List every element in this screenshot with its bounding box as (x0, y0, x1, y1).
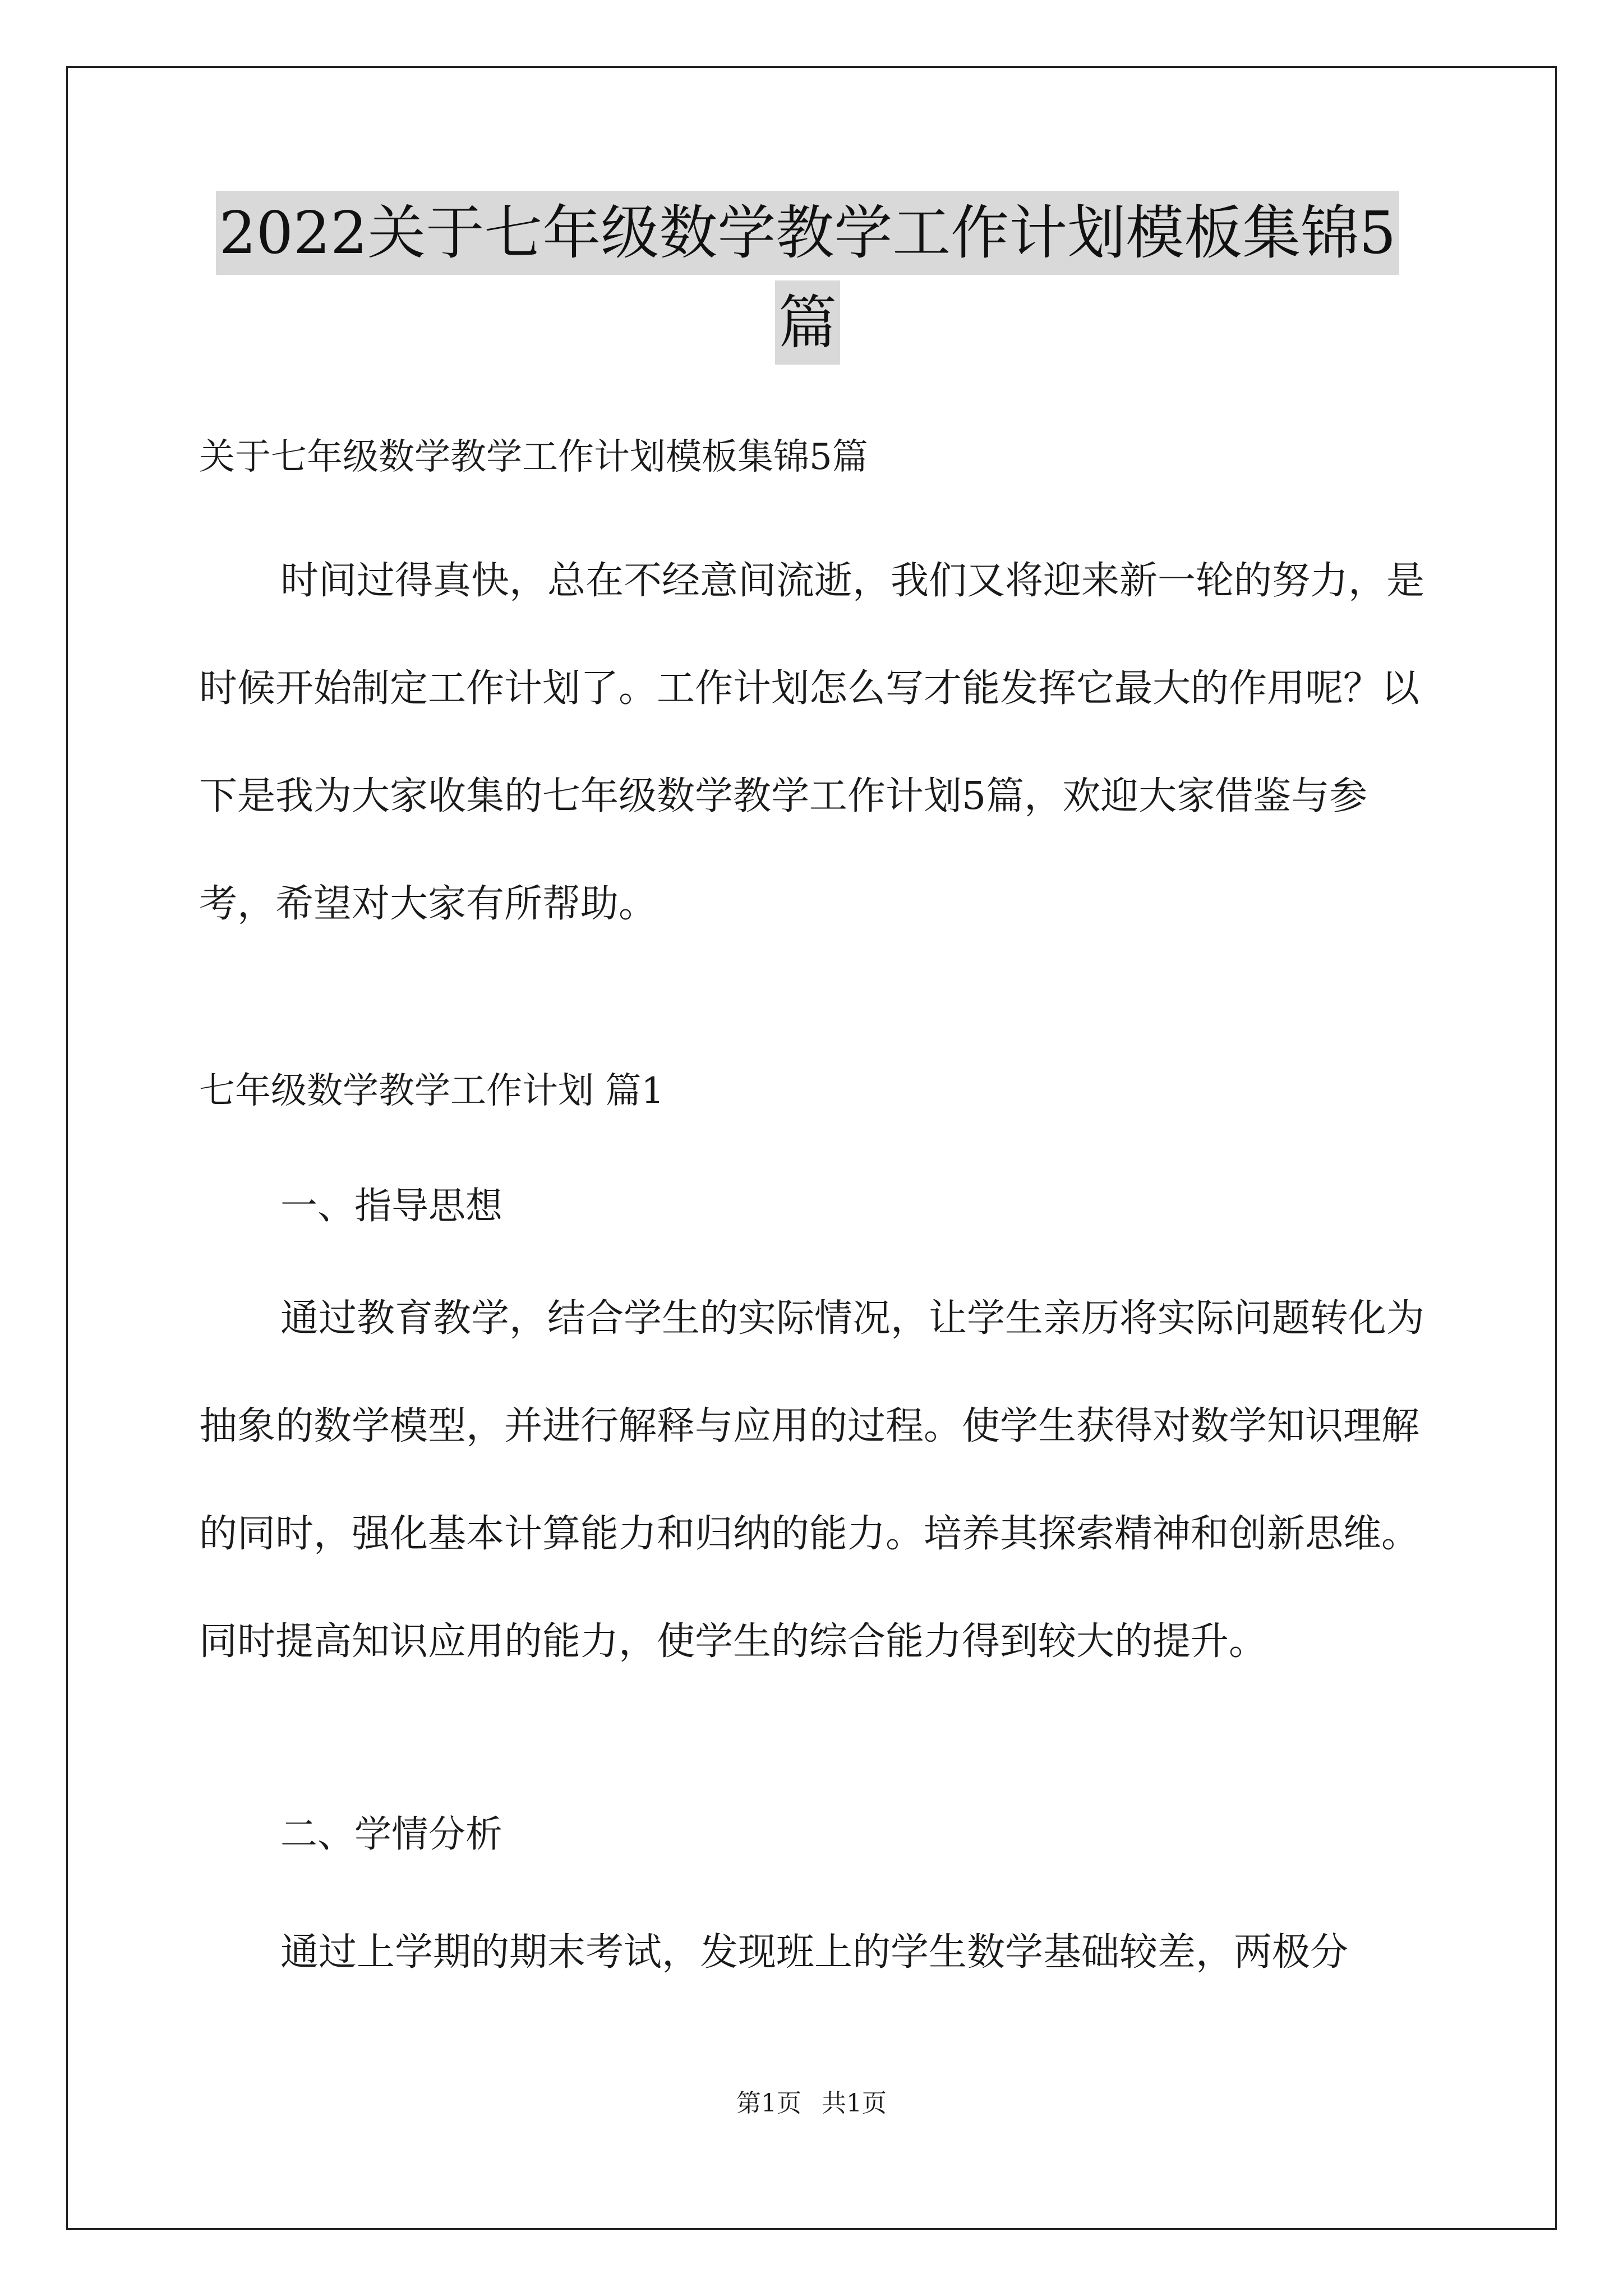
title-line-2: 篇 (775, 280, 840, 365)
part1-heading: 一、指导思想 (280, 1184, 502, 1227)
page-number-current: 第1页 (736, 2089, 801, 2118)
part2-paragraph-block (199, 1899, 1433, 2007)
intro-paragraph-block (199, 527, 1433, 958)
title-line-1: 2022关于七年级数学教学工作计划模板集锦5 (216, 191, 1400, 275)
intro-paragraph: 时间过得真快，总在不经意间流逝，我们又将迎来新一轮的努力，是时候开始制定工作计划了。工作计划怎么写才能发挥它最大的作用呢？以下是我为大家收集的七年级数学教学工作计划5篇，欢迎大家借鉴与参考，希望对大家有所帮助。 (199, 559, 1425, 926)
document-title (191, 191, 1424, 365)
part1-paragraph: 通过教育教学，结合学生的实际情况，让学生亲历将实际问题转化为抽象的数学模型，并进行解释与应用的过程。使学生获得对数学知识理解的同时，强化基本计算能力和归纳的能力。培养其探索精神和创新思维。同时提高知识应用的能力，使学生的综合能力得到较大的提升。 (199, 1296, 1425, 1664)
page-footer (0, 2087, 1623, 2120)
part2-heading: 二、学情分析 (280, 1812, 502, 1856)
section-heading: 七年级数学教学工作计划 篇1 (199, 1070, 665, 1112)
document-subtitle: 关于七年级数学教学工作计划模板集锦5篇 (199, 436, 868, 478)
part1-paragraph-block (199, 1265, 1433, 1696)
page-number-total: 共1页 (822, 2089, 887, 2118)
part2-paragraph: 通过上学期的期末考试，发现班上的学生数学基础较差，两极分 (280, 1930, 1349, 1975)
